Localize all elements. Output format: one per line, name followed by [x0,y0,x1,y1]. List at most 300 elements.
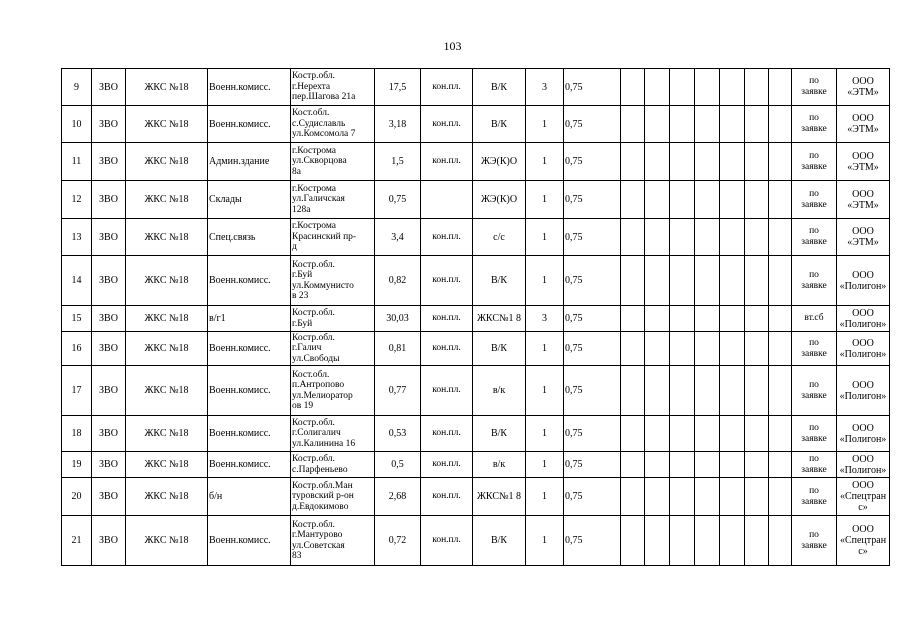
cell-address-line: ул.Коммунисто [292,280,354,291]
cell-empty [645,516,670,566]
cell-address-line: 128а [292,204,311,215]
cell-empty [670,219,695,256]
cell-mode-line: заявке [801,237,827,247]
cell-address-line: 83 [292,551,302,561]
cell-empty [621,143,645,181]
cell-empty [645,332,670,366]
cell-coef: 0,75 [564,143,621,181]
table-row [62,478,890,516]
cell-mode [792,106,837,143]
cell-org-line: ООО [852,307,874,319]
cell-org-line: «Полигон» [839,318,887,330]
cell-empty [769,181,792,219]
cell-org [837,181,890,219]
cell-coef: 0,75 [564,69,621,106]
cell-org-line: ООО [852,453,874,465]
cell-mode-line: заявке [801,280,827,291]
cell-zhks: ЖКС №18 [126,366,208,416]
cell-object: Военн.комисс. [208,106,291,143]
cell-address-line: г.Буй [292,270,313,280]
cell-power: 17,5 [375,69,421,106]
cell-coef: 0,75 [564,306,621,332]
cell-address-line: Костр.обл.Ман [292,480,353,491]
cell-address [291,516,375,566]
cell-org-line: ООО [852,480,874,491]
cell-mode-line: заявке [801,464,827,475]
cell-org-line: ООО [852,113,874,124]
cell-address-line: Костр.обл. [292,454,335,464]
cell-zhks: ЖКС №18 [126,332,208,366]
cell-org-line: ООО [852,524,874,535]
table-row [62,219,890,256]
cell-coef: 0,75 [564,332,621,366]
cell-empty [769,143,792,181]
cell-org-line: с» [858,546,868,557]
cell-mode [792,416,837,452]
cell-unit: кон.пл. [421,143,473,181]
cell-address-line: ул.Комсомола 7 [292,129,356,140]
cell-empty [695,452,720,478]
cell-mode [792,181,837,219]
cell-num: 17 [62,366,92,416]
cell-empty [720,106,745,143]
cell-empty [670,366,695,416]
cell-empty [670,69,695,106]
cell-org-line: «ЭТМ» [847,87,879,98]
cell-object: Админ.здание [208,143,291,181]
cell-empty [769,306,792,332]
cell-mode-line: по [809,226,819,236]
cell-org-line: ООО [852,422,874,434]
cell-empty [745,452,769,478]
cell-zone: ЗВО [92,69,126,106]
cell-address [291,256,375,306]
cell-empty [645,69,670,106]
cell-mode [792,478,837,516]
cell-empty [621,366,645,416]
cell-zhks: ЖКС №18 [126,256,208,306]
cell-num: 11 [62,143,92,181]
cell-address [291,306,375,332]
cell-num: 13 [62,219,92,256]
cell-empty [695,181,720,219]
cell-org [837,452,890,478]
cell-address-line: Кост.обл. [292,369,330,380]
cell-empty [769,516,792,566]
cell-empty [769,416,792,452]
cell-zone: ЗВО [92,478,126,516]
cell-mode-line: заявке [801,124,827,134]
cell-zhks: ЖКС №18 [126,143,208,181]
cell-address-line: 8а [292,166,301,177]
cell-org-line: ООО [852,76,874,87]
cell-zone: ЗВО [92,256,126,306]
cell-unit: кон.пл. [421,256,473,306]
cell-empty [745,366,769,416]
cell-address [291,452,375,478]
cell-mode-line: заявке [801,540,827,551]
cell-address-line: г.Галич [292,343,322,354]
cell-object: Военн.комисс. [208,256,291,306]
cell-address-line: д.Евдокимово [292,501,349,512]
cell-power: 3,4 [375,219,421,256]
cell-org-line: ООО [852,379,874,391]
cell-empty [720,452,745,478]
cell-empty [645,106,670,143]
cell-empty [621,452,645,478]
page-number: 103 [443,39,462,53]
cell-empty [645,478,670,516]
cell-mode-line: по [809,150,819,161]
cell-zhks: ЖКС №18 [126,516,208,566]
cell-coef: 0,75 [564,452,621,478]
cell-empty [745,256,769,306]
cell-count: 1 [526,452,564,478]
cell-address-line: Костр.обл. [292,71,335,82]
cell-power: 30,03 [375,306,421,332]
cell-address-line: г.Кострома [292,145,337,156]
table-row [62,69,890,106]
table-row [62,516,890,566]
cell-empty [720,181,745,219]
cell-empty [695,143,720,181]
cell-zone: ЗВО [92,306,126,332]
cell-address-line: с.Парфеньево [292,464,348,475]
cell-mode-line: по [809,485,819,496]
cell-empty [769,69,792,106]
cell-empty [695,366,720,416]
cell-address-line: Костр.обл. [292,417,335,428]
cell-zone: ЗВО [92,416,126,452]
cell-mode-line: по [809,337,819,348]
cell-org [837,478,890,516]
cell-empty [621,256,645,306]
cell-mode-line: заявке [801,348,827,359]
cell-object: Военн.комисс. [208,332,291,366]
table-row [62,366,890,416]
cell-empty [720,416,745,452]
cell-address-line: г.Буй [292,318,313,329]
cell-mode [792,69,837,106]
cell-unit: кон.пл. [421,452,473,478]
cell-count: 3 [526,69,564,106]
cell-mode-line: по [809,76,819,86]
cell-coef: 0,75 [564,181,621,219]
cell-org-line: ООО [852,337,874,349]
cell-zhks: ЖКС №18 [126,478,208,516]
cell-mode [792,219,837,256]
cell-empty [720,516,745,566]
cell-zone: ЗВО [92,516,126,566]
cell-object: б/н [208,478,291,516]
cell-org-line: «Полигон» [839,433,887,445]
cell-num: 16 [62,332,92,366]
cell-unit: кон.пл. [421,306,473,332]
cell-mode-line: по [809,453,819,464]
cell-empty [695,106,720,143]
cell-empty [645,219,670,256]
cell-empty [745,516,769,566]
cell-count: 1 [526,366,564,416]
cell-empty [745,306,769,332]
cell-address-line: туровский р-он [292,491,354,502]
cell-address [291,69,375,106]
cell-mode-line: по [809,188,819,199]
cell-org-line: «Полигон» [839,464,887,476]
cell-num: 21 [62,516,92,566]
cell-mode-line: по [809,379,819,390]
cell-power: 0,77 [375,366,421,416]
cell-mode-line: заявке [801,390,827,401]
cell-power: 2,68 [375,478,421,516]
cell-coef: 0,75 [564,416,621,452]
cell-org [837,332,890,366]
cell-mode [792,256,837,306]
cell-count: 1 [526,106,564,143]
cell-zhks: ЖКС №18 [126,416,208,452]
cell-coef: 0,75 [564,256,621,306]
cell-type: В/К [473,106,526,143]
cell-zone: ЗВО [92,452,126,478]
cell-empty [720,69,745,106]
cell-org [837,143,890,181]
cell-mode-line: вт.сб [804,313,824,323]
cell-address-line: Костр.обл. [292,332,335,343]
cell-zone: ЗВО [92,181,126,219]
cell-empty [745,478,769,516]
cell-count: 1 [526,256,564,306]
cell-empty [670,416,695,452]
cell-unit: кон.пл. [421,69,473,106]
cell-empty [670,106,695,143]
cell-address [291,478,375,516]
cell-empty [720,366,745,416]
cell-zhks: ЖКС №18 [126,181,208,219]
cell-empty [769,366,792,416]
cell-type: В/К [473,516,526,566]
cell-num: 12 [62,181,92,219]
cell-address-line: г.Кострома [292,221,337,232]
cell-type: В/К [473,256,526,306]
cell-empty [745,181,769,219]
cell-address-line: г.Кострома [292,183,337,194]
cell-mode-line: по [809,269,819,280]
cell-org [837,366,890,416]
table-row [62,106,890,143]
cell-num: 19 [62,452,92,478]
cell-address-line: г.Солигалич [292,428,341,439]
cell-object: Военн.комисс. [208,452,291,478]
cell-mode-line: заявке [801,87,827,97]
cell-address-line: Костр.обл. [292,259,335,270]
cell-org-line: «Полигон» [839,390,887,402]
cell-org-line: «Полигон» [839,348,887,360]
cell-empty [670,143,695,181]
cell-object: Спец.связь [208,219,291,256]
cell-coef: 0,75 [564,366,621,416]
cell-type: В/К [473,416,526,452]
cell-empty [695,416,720,452]
cell-count: 1 [526,219,564,256]
cell-unit: кон.пл. [421,478,473,516]
cell-power: 0,53 [375,416,421,452]
cell-address-line: ул.Свободы [292,353,340,364]
cell-zhks: ЖКС №18 [126,219,208,256]
cell-mode-line: заявке [801,433,827,444]
cell-zhks: ЖКС №18 [126,452,208,478]
cell-num: 9 [62,69,92,106]
cell-mode-line: по [809,422,819,433]
cell-coef: 0,75 [564,516,621,566]
cell-org-line: ООО [852,188,874,200]
cell-type: в/к [473,366,526,416]
cell-address [291,106,375,143]
table-row [62,452,890,478]
cell-empty [769,106,792,143]
cell-num: 10 [62,106,92,143]
cell-type: В/К [473,332,526,366]
cell-unit [421,181,473,219]
cell-unit: кон.пл. [421,416,473,452]
cell-zone: ЗВО [92,106,126,143]
cell-empty [645,306,670,332]
cell-address [291,219,375,256]
table-row [62,332,890,366]
cell-coef: 0,75 [564,219,621,256]
cell-object: Военн.комисс. [208,366,291,416]
cell-address-line: ул.Мелиоратор [292,390,353,401]
cell-mode [792,452,837,478]
cell-address-line: ул.Галичская [292,194,345,205]
cell-empty [720,256,745,306]
cell-empty [670,452,695,478]
cell-num: 20 [62,478,92,516]
cell-empty [745,416,769,452]
cell-address-line: Кост.обл. [292,108,330,119]
cell-type: ЖКС№1 8 [473,478,526,516]
cell-num: 14 [62,256,92,306]
cell-count: 1 [526,143,564,181]
cell-empty [645,181,670,219]
cell-mode-line: по [809,113,819,123]
cell-power: 0,81 [375,332,421,366]
cell-empty [670,332,695,366]
cell-org-line: «Полигон» [839,280,887,292]
cell-unit: кон.пл. [421,219,473,256]
cell-empty [670,516,695,566]
cell-coef: 0,75 [564,106,621,143]
cell-empty [621,69,645,106]
cell-org [837,416,890,452]
cell-count: 3 [526,306,564,332]
cell-empty [720,143,745,181]
cell-empty [695,69,720,106]
cell-org-line: «ЭТМ» [847,237,879,248]
cell-zhks: ЖКС №18 [126,69,208,106]
cell-num: 18 [62,416,92,452]
cell-address-line: пер.Шагова 21а [292,92,356,103]
cell-empty [621,306,645,332]
table-row [62,416,890,452]
cell-address [291,366,375,416]
cell-empty [621,106,645,143]
cell-empty [745,143,769,181]
cell-count: 1 [526,332,564,366]
cell-address-line: с.Судиславль [292,118,346,129]
cell-address-line: п.Антропово [292,380,345,390]
cell-type: ЖЭ(К)О [473,181,526,219]
table-row [62,143,890,181]
cell-empty [621,416,645,452]
cell-org-line: ООО [852,226,874,237]
cell-address-line: Костр.обл. [292,308,335,318]
cell-address [291,416,375,452]
cell-address-line: Костр.обл. [292,519,335,530]
cell-type: ЖКС№1 8 [473,306,526,332]
cell-mode-line: заявке [801,496,827,507]
cell-mode-line: заявке [801,199,827,210]
cell-empty [621,181,645,219]
cell-org-line: ООО [852,150,874,162]
cell-mode [792,366,837,416]
cell-empty [670,306,695,332]
cell-empty [621,478,645,516]
cell-zone: ЗВО [92,332,126,366]
cell-org-line: «ЭТМ» [847,124,879,135]
cell-org-line: «Спецтран [839,491,887,502]
cell-address-line: ул.Калинина 16 [292,438,356,449]
cell-power: 3,18 [375,106,421,143]
cell-object: Склады [208,181,291,219]
cell-power: 0,5 [375,452,421,478]
cell-empty [695,306,720,332]
cell-mode-line: по [809,529,819,540]
cell-empty [645,143,670,181]
table-row [62,256,890,306]
table-row [62,306,890,332]
cell-power: 0,72 [375,516,421,566]
cell-empty [670,256,695,306]
cell-unit: кон.пл. [421,106,473,143]
cell-org [837,106,890,143]
cell-org-line: ООО [852,269,874,281]
cell-org [837,306,890,332]
cell-empty [769,219,792,256]
cell-empty [670,181,695,219]
cell-empty [695,516,720,566]
cell-empty [695,256,720,306]
cell-empty [695,478,720,516]
cell-empty [745,69,769,106]
cell-empty [621,219,645,256]
cell-org-line: с» [858,502,868,513]
cell-empty [645,452,670,478]
cell-empty [720,306,745,332]
cell-type: с/с [473,219,526,256]
cell-empty [769,452,792,478]
cell-address-line: г.Нерехта [292,81,331,92]
cell-power: 0,75 [375,181,421,219]
cell-org-line: «ЭТМ» [847,161,879,173]
cell-empty [645,256,670,306]
cell-mode [792,516,837,566]
cell-address [291,181,375,219]
cell-unit: кон.пл. [421,332,473,366]
cell-org [837,516,890,566]
cell-empty [745,106,769,143]
cell-address [291,332,375,366]
cell-power: 1,5 [375,143,421,181]
